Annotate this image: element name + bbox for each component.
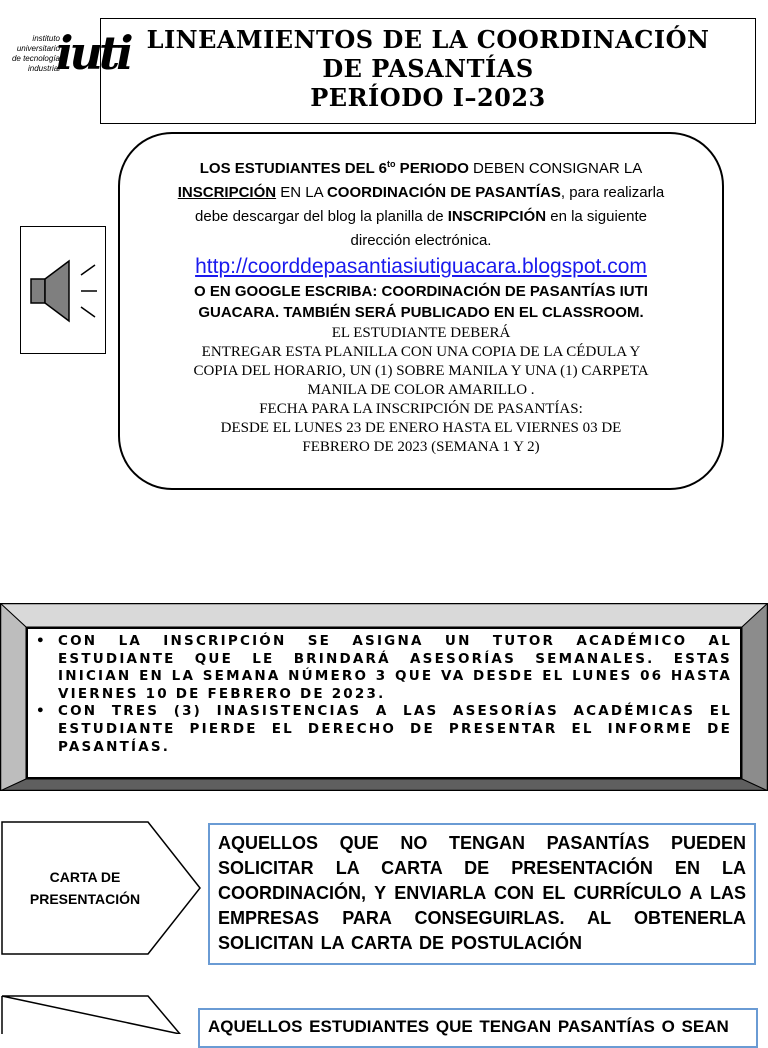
logo-mark: iuti	[56, 26, 130, 80]
speaker-icon	[21, 227, 105, 353]
google-instructions-2: GUACARA. TAMBIÉN SERÁ PUBLICADO EN EL CLASSROOM.	[198, 304, 644, 321]
note-tutor-assignment: • CON LA INSCRIPCIÓN SE ASIGNA UN TUTOR ACADÉMICO AL ESTUDIANTE QUE LE BRINDARÁ ASESORÍAS SEMANALES. ESTAS INICIAN EN LA SEMANA NÚMERO 3 QUE VA DESDE EL LUNES 06 HASTA VIERNES 10 DE FEBRERO DE 2023.	[34, 633, 732, 703]
logo-text-line: instituto	[32, 34, 60, 43]
audio-speaker-button[interactable]	[20, 226, 106, 354]
date-range-line-1: DESDE EL LUNES 23 DE ENERO HASTA EL VIERNES 03 DE	[220, 420, 622, 436]
callout-line-3: debe descargar del blog la planilla de INSCRIPCIÓN en la siguiente	[195, 208, 647, 225]
requirements-line-1: EL ESTUDIANTE DEBERÁ	[331, 325, 511, 341]
callout-line-2: INSCRIPCIÓN EN LA COORDINACIÓN DE PASANTÍAS, para realizarla	[177, 184, 665, 201]
bottom-info-text: AQUELLOS ESTUDIANTES QUE TENGAN PASANTÍAS O SEAN	[208, 1017, 729, 1036]
notes-panel	[26, 627, 742, 779]
logo-text-line: de tecnología	[11, 54, 60, 63]
logo-text-line: industrial	[27, 64, 60, 73]
google-instructions-1: O EN GOOGLE ESCRIBA: COORDINACIÓN DE PASANTÍAS IUTI	[194, 283, 648, 300]
callout-line-1: LOS ESTUDIANTES DEL $6^{to}$ PERIODO DEBEN CONSIGNAR LA	[199, 159, 643, 177]
carta-info-text: AQUELLOS QUE NO TENGAN PASANTÍAS PUEDEN SOLICITAR LA CARTA DE PRESENTACIÓN EN LA COORDINACIÓN, Y ENVIARLA CON EL CURRÍCULO A LAS EMPRESAS PARA CONSEGUIRLAS. AL OBTENERLA SOLICITAN LA CARTA DE POSTULACIÓN	[218, 833, 746, 953]
page-title-line-1: LINEAMIENTOS DE LA COORDINACIÓN	[146, 25, 710, 54]
bottom-pentagon-shape	[0, 994, 204, 1034]
notes-list	[34, 633, 732, 756]
date-heading: FECHA PARA LA INSCRIPCIÓN DE PASANTÍAS:	[259, 401, 583, 417]
callout-line-4: dirección electrónica.	[350, 232, 492, 249]
date-range-line-2: FEBRERO DE 2023 (SEMANA 1 Y 2)	[302, 439, 540, 455]
requirements-line-2: ENTREGAR ESTA PLANILLA CON UNA COPIA DE LA CÉDULA Y	[201, 344, 641, 360]
requirements-line-3: COPIA DEL HORARIO, UN (1) SOBRE MANILA Y UNA (1) CARPETA	[193, 363, 649, 379]
logo-text-line: universitario	[16, 44, 60, 53]
blog-link[interactable]: http://coorddepasantiasiutiguacara.blogspot.com	[195, 255, 647, 278]
page-title-line-3: PERÍODO I–2023	[310, 83, 546, 112]
page-title-box	[100, 18, 756, 124]
institute-logo	[8, 22, 130, 126]
page-title-line-2: DE PASANTÍAS	[322, 54, 534, 83]
carta-info-box	[208, 823, 756, 965]
note-absences: • CON TRES (3) INASISTENCIAS A LAS ASESORÍAS ACADÉMICAS EL ESTUDIANTE PIERDE EL DERECHO DE PRESENTAR EL INFORME DE PASANTÍAS.	[34, 703, 732, 756]
carta-label: CARTA DE PRESENTACIÓN	[29, 869, 141, 907]
bottom-info-box	[198, 1008, 758, 1048]
requirements-line-4: MANILA DE COLOR AMARILLO .	[307, 382, 535, 398]
registration-callout	[118, 132, 724, 490]
